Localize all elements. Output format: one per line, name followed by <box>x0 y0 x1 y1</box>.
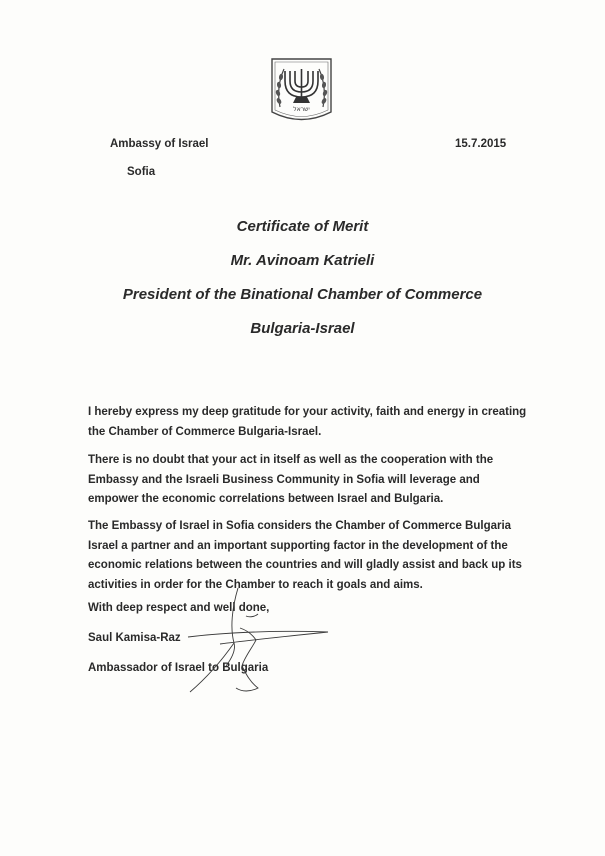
body-paragraph-3: The Embassy of Israel in Sofia considers the Chamber of Commerce Bulgaria Israel a partner and an important supporting factor in the development of the economic relations between the countries and will gladly assist and back up its activities in order for the Chamber to reach it goals and aims. <box>88 520 522 592</box>
svg-text:ישראל: ישראל <box>293 106 310 113</box>
recipient-name: Mr. Avinoam Katrieli <box>230 252 375 269</box>
sender-name: Ambassy of Israel <box>110 138 209 150</box>
recipient-position: President of the Binational Chamber of Commerce <box>122 286 483 303</box>
letter-date: 15.7.2015 <box>455 138 507 150</box>
signer-title: Ambassador of Israel to Bulgaria <box>88 662 269 674</box>
body-paragraph-2: There is no doubt that your act in itself as well as the cooperation with the Embassy and the Israeli Business Community in Sofia will leverage and empower the economic correlations between Israel and Bulgaria. <box>88 454 494 506</box>
signer-name: Saul Kamisa-Raz <box>88 632 181 644</box>
certificate-title: Certificate of Merit <box>236 218 369 235</box>
recipient-organization: Bulgaria-Israel <box>250 320 355 337</box>
body-paragraph-1: I hereby express my deep gratitude for your activity, faith and energy in creating the Chamber of Commerce Bulgaria-Israel. <box>88 406 527 438</box>
sender-city: Sofia <box>127 166 156 178</box>
closing-line: With deep respect and well done, <box>88 602 270 614</box>
menorah-emblem-icon <box>270 57 333 124</box>
handwritten-signature <box>160 588 330 698</box>
